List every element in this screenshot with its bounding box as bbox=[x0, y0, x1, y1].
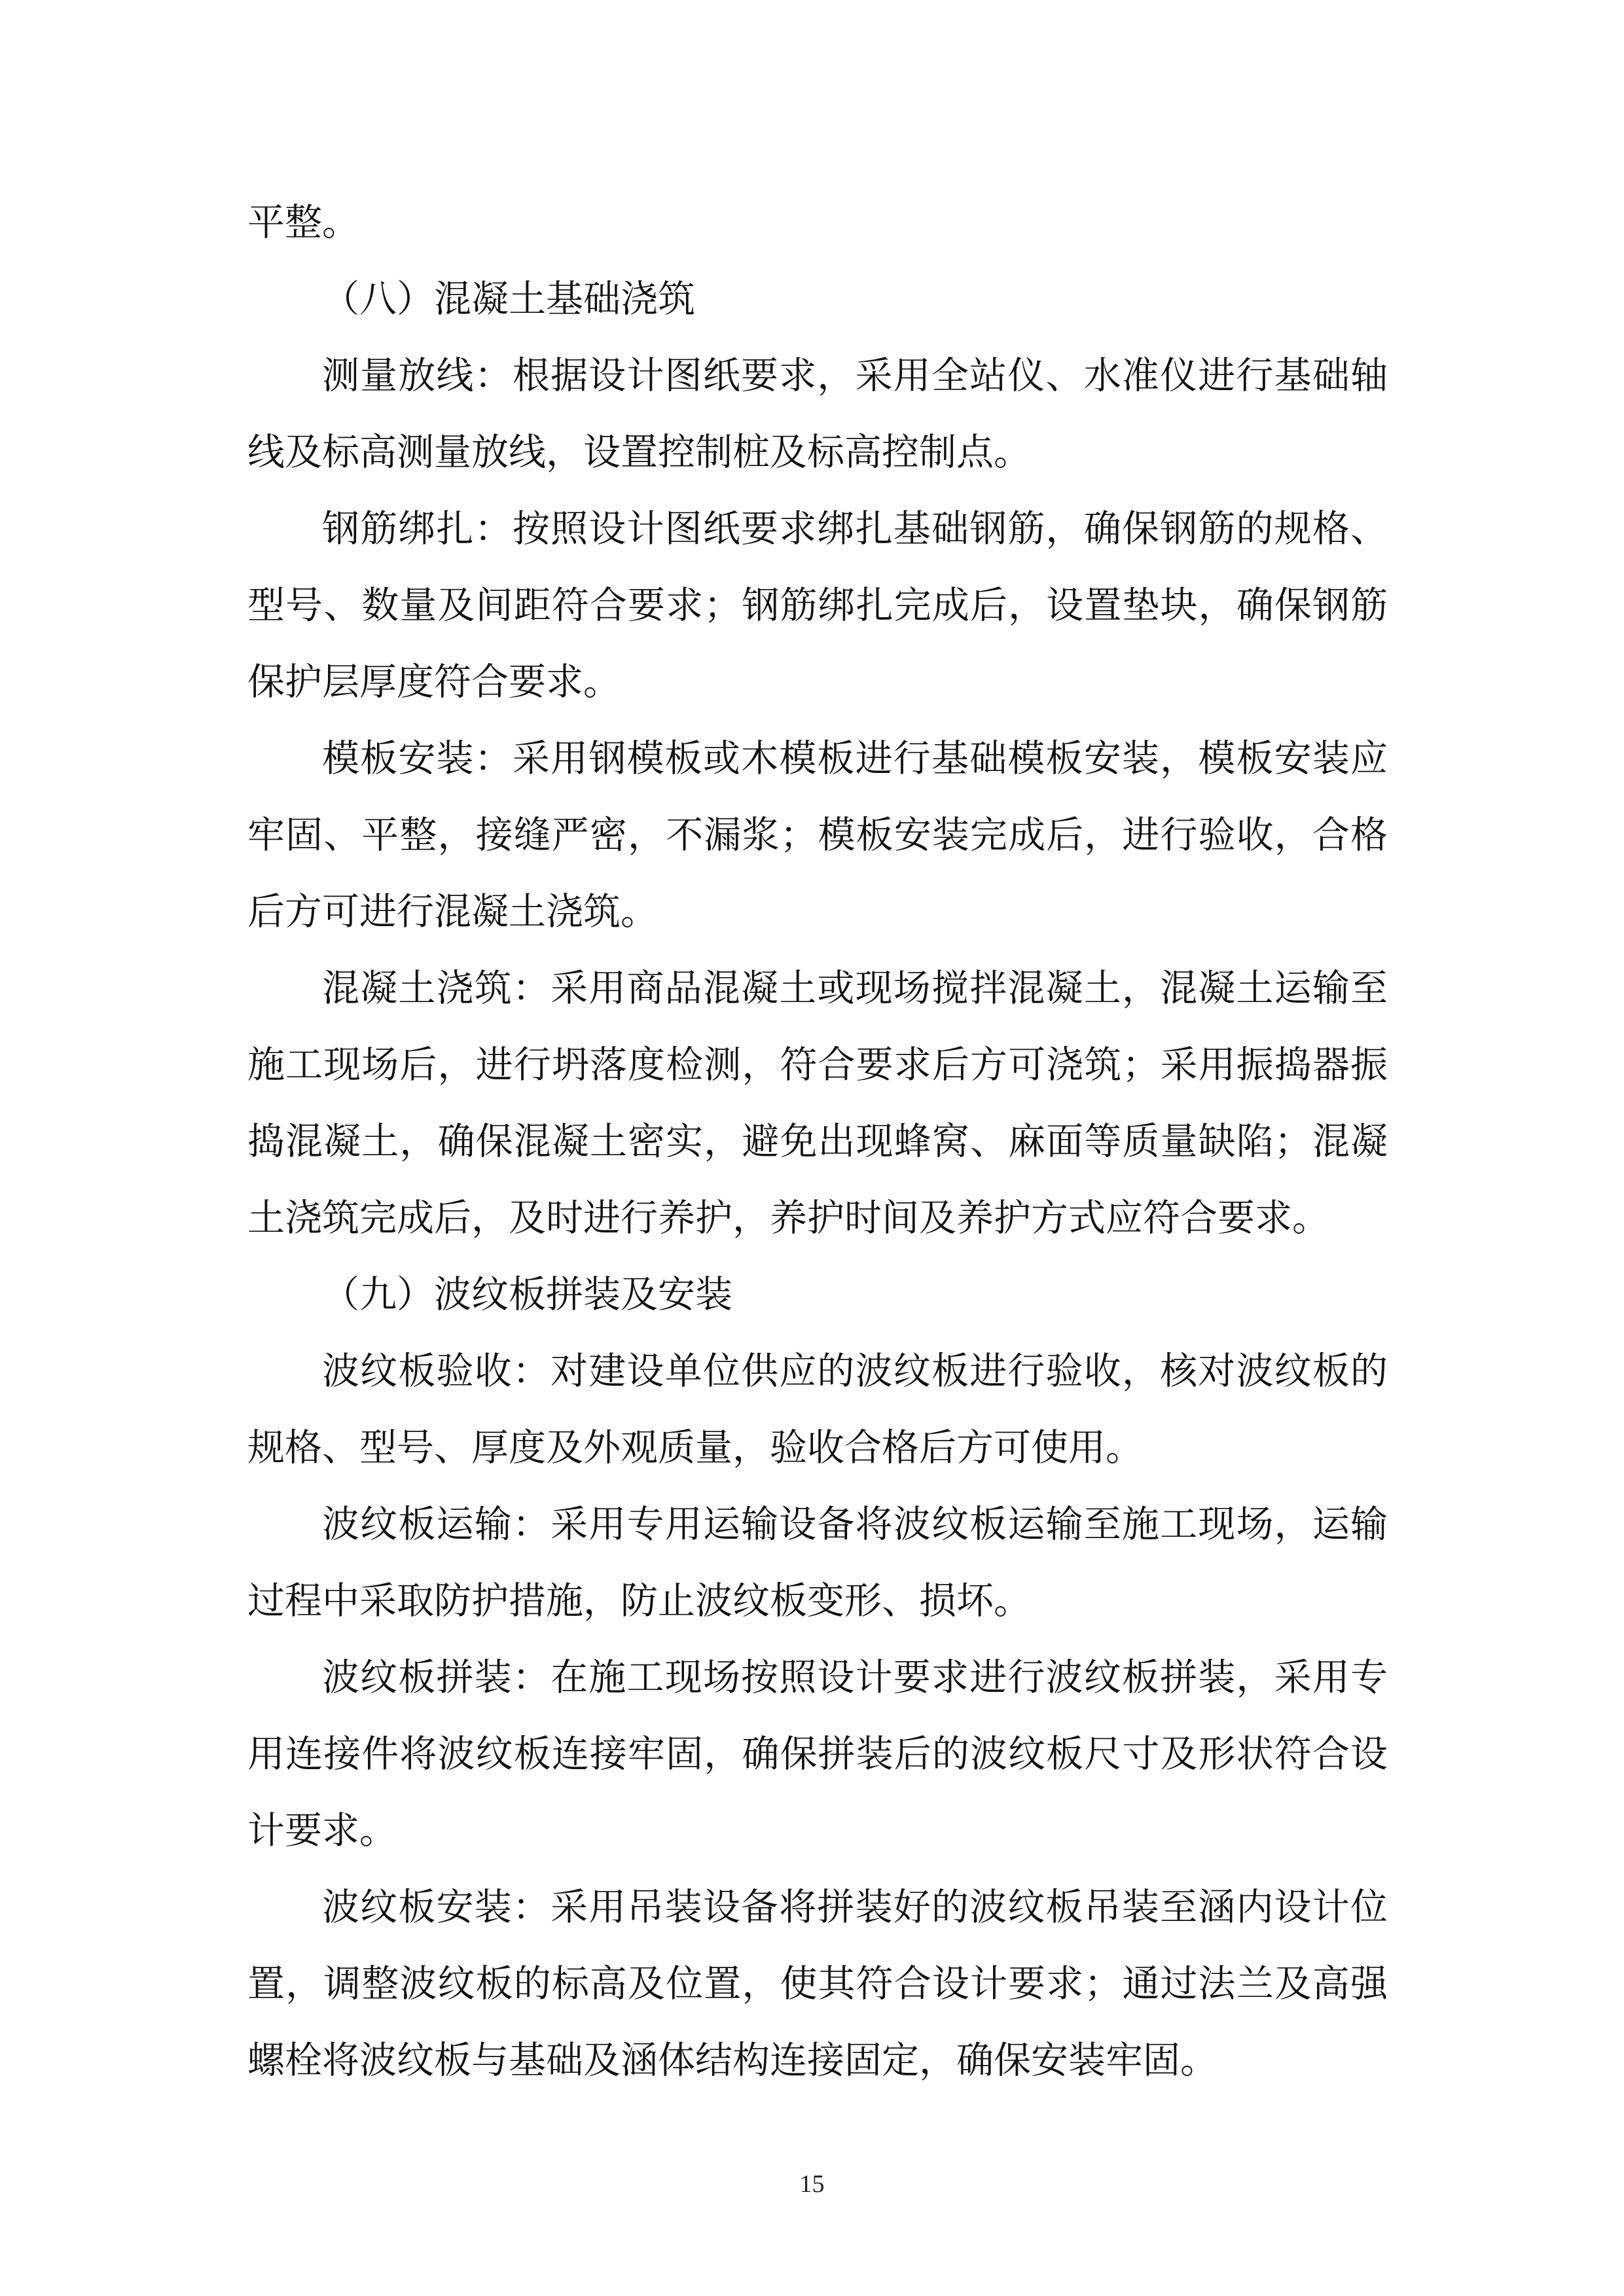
paragraph-plate-installation: 波纹板安装：采用吊装设备将拼装好的波纹板吊装至涵内设计位置，调整波纹板的标高及位置，使其符合设计要求；通过法兰及高强螺栓将波纹板与基础及涵体结构连接固定，确保安装牢固。 bbox=[247, 1886, 1388, 2082]
paragraph-rebar-binding: 钢筋绑扎：按照设计图纸要求绑扎基础钢筋，确保钢筋的规格、型号、数量及间距符合要求；钢筋绑扎完成后，设置垫块，确保钢筋保护层厚度符合要求。 bbox=[247, 507, 1388, 704]
section-heading-8: （八）混凝土基础浇筑 bbox=[322, 278, 695, 321]
paragraph-formwork-install: 模板安装：采用钢模板或木模板进行基础模板安装，模板安装应牢固、平整，接缝严密，不漏浆；模板安装完成后，进行验收，合格后方可进行混凝土浇筑。 bbox=[247, 737, 1388, 933]
paragraph-plate-acceptance: 波纹板验收：对建设单位供应的波纹板进行验收，核对波纹板的规格、型号、厚度及外观质量，验收合格后方可使用。 bbox=[247, 1350, 1388, 1469]
paragraph-plate-assembly: 波纹板拼装：在施工现场按照设计要求进行波纹板拼装，采用专用连接件将波纹板连接牢固，确保拼装后的波纹板尺寸及形状符合设计要求。 bbox=[247, 1656, 1388, 1852]
paragraph-plate-transport: 波纹板运输：采用专用运输设备将波纹板运输至施工现场，运输过程中采取防护措施，防止波纹板变形、损坏。 bbox=[247, 1503, 1388, 1623]
section-heading-9: （九）波纹板拼装及安装 bbox=[322, 1273, 732, 1316]
paragraph-continuation: 平整。 bbox=[247, 201, 359, 244]
paragraph-survey-setout: 测量放线：根据设计图纸要求，采用全站仪、水准仪进行基础轴线及标高测量放线，设置控制桩及标高控制点。 bbox=[247, 354, 1388, 474]
paragraph-concrete-pouring: 混凝土浇筑：采用商品混凝土或现场搅拌混凝土，混凝土运输至施工现场后，进行坍落度检测，符合要求后方可浇筑；采用振捣器振捣混凝土，确保混凝土密实，避免出现蜂窝、麻面等质量缺陷；混凝土浇筑完成后，及时进行养护，养护时间及养护方式应符合要求。 bbox=[247, 967, 1388, 1240]
page-body bbox=[247, 185, 1388, 2099]
page-number: 15 bbox=[799, 2170, 825, 2198]
